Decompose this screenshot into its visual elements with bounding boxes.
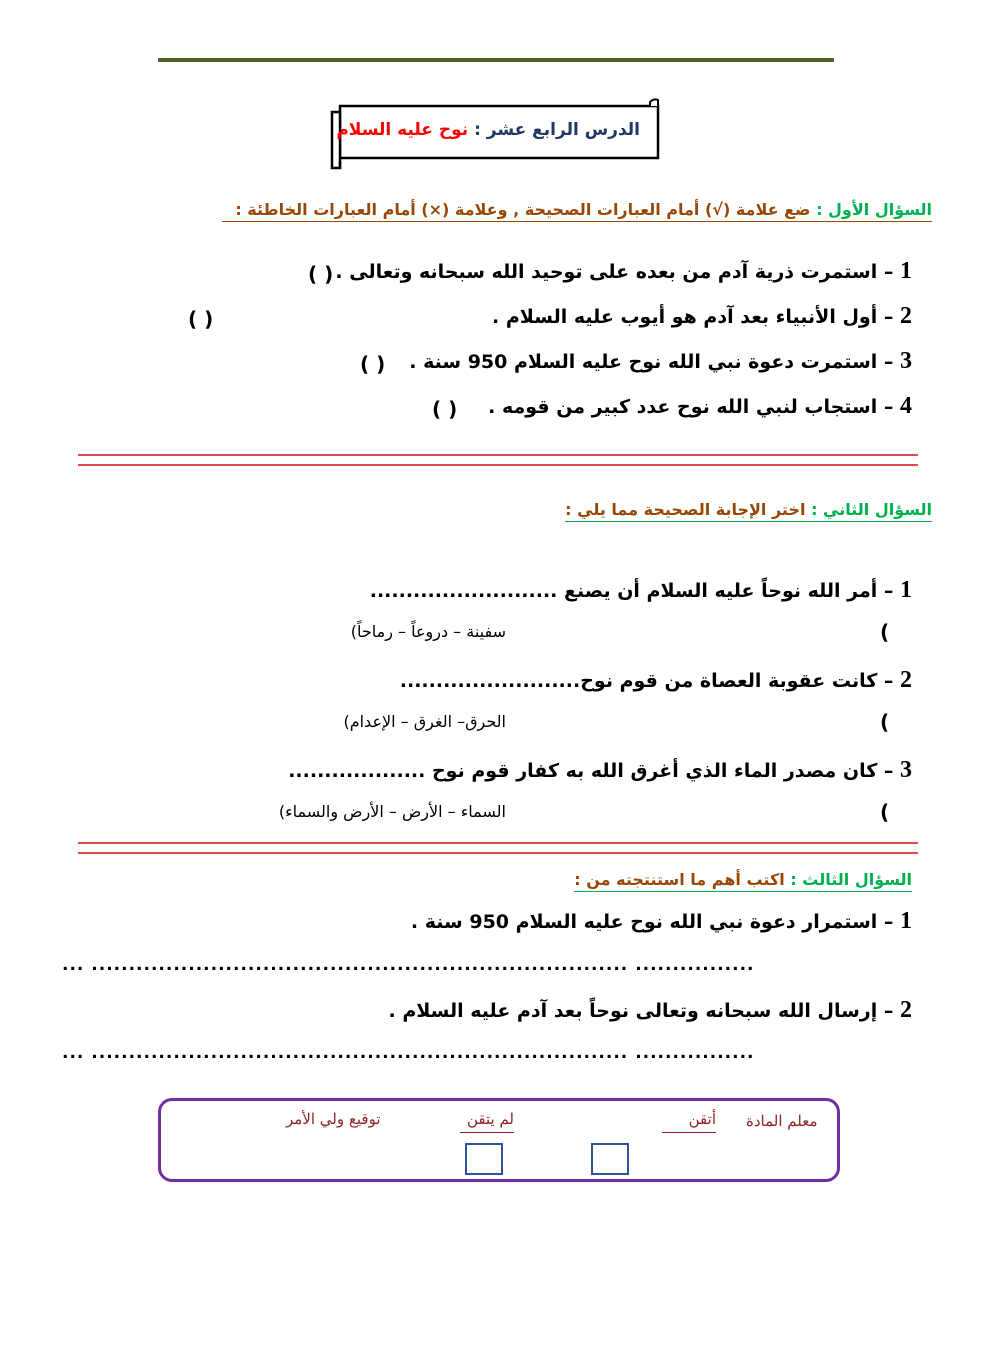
not-mastered-label: لم يتقن xyxy=(460,1110,514,1133)
not-mastered-checkbox[interactable] xyxy=(465,1143,503,1175)
q2-item-1-text: أمر الله نوحاً عليه السلام أن يصنع .......................... xyxy=(369,580,878,602)
lesson-title xyxy=(336,120,640,140)
q3-item-1-text: استمرار دعوة نبي الله نوح عليه السلام 950 سنة . xyxy=(410,911,878,933)
q2-title: السؤال الثاني : xyxy=(811,500,932,519)
q3-heading xyxy=(574,870,912,892)
q1-item-2: 2 – أول الأنبياء بعد آدم هو أيوب عليه السلام . xyxy=(492,303,912,329)
q1-item-2-text: أول الأنبياء بعد آدم هو أيوب عليه السلام . xyxy=(492,306,878,328)
q1-item-4-answer[interactable]: ( ) xyxy=(432,397,458,421)
q2-item-1-options[interactable]: سفينة – دروعاً – رماحاً) xyxy=(350,622,506,641)
q1-item-1-text: استمرت ذرية آدم من بعده على توحيد الله سبحانه وتعالى . xyxy=(335,261,878,283)
q2-item-1-number: 1 xyxy=(900,577,912,603)
q1-item-3-answer[interactable]: ( ) xyxy=(360,352,386,376)
separator-1 xyxy=(78,454,918,466)
q2-item-3: 3 – كان مصدر الماء الذي أغرق الله به كفار قوم نوح ................... xyxy=(288,757,912,783)
q3-instruction: اكتب أهم ما استنتجته من : xyxy=(574,870,785,889)
q2-item-2-options[interactable]: الحرق– الغرق – الإعدام) xyxy=(343,712,506,731)
q2-item-2-text: كانت عقوبة العصاة من قوم نوح......................... xyxy=(399,670,878,692)
lesson-name: نوح عليه السلام xyxy=(336,120,469,140)
mastered-checkbox[interactable] xyxy=(591,1143,629,1175)
q1-item-2-answer[interactable]: ( ) xyxy=(188,307,214,331)
q1-item-4-text: استجاب لنبي الله نوح عدد كبير من قومه . xyxy=(488,396,878,418)
guardian-signature-label: توقيع ولي الأمر xyxy=(286,1110,381,1128)
q2-item-3-text: كان مصدر الماء الذي أغرق الله به كفار قوم نوح ................... xyxy=(288,760,878,782)
q1-item-3: 3 – استمرت دعوة نبي الله نوح عليه السلام 950 سنة . xyxy=(409,348,912,374)
q2-heading xyxy=(565,500,932,522)
q2-item-1: 1 – أمر الله نوحاً عليه السلام أن يصنع .......................... xyxy=(369,577,912,603)
top-rule xyxy=(158,58,834,62)
q3-title: السؤال الثالث : xyxy=(790,870,912,889)
q3-item-2: 2 – إرسال الله سبحانه وتعالى نوحاً بعد آدم عليه السلام . xyxy=(388,997,912,1023)
q1-item-1-number: 1 xyxy=(900,258,912,284)
q1-instruction: ضع علامة (√) أمام العبارات الصحيحة , وعلامة (×) أمام العبارات الخاطئة : xyxy=(235,200,811,219)
q3-item-2-number: 2 xyxy=(900,997,912,1023)
q3-answer-line-1[interactable]: ... ........................................................................ ................ xyxy=(62,955,755,975)
teacher-label: معلم المادة xyxy=(746,1112,818,1130)
separator-2 xyxy=(78,842,918,854)
q2-item-1-open: ( xyxy=(880,620,890,644)
q3-item-2-text: إرسال الله سبحانه وتعالى نوحاً بعد آدم عليه السلام . xyxy=(388,1000,878,1022)
q2-item-2-number: 2 xyxy=(900,667,912,693)
q3-item-1-number: 1 xyxy=(900,908,912,934)
q1-item-3-number: 3 xyxy=(900,348,912,374)
q2-instruction: اختر الإجابة الصحيحة مما يلي : xyxy=(565,500,806,519)
q1-item-4-number: 4 xyxy=(900,393,912,419)
q2-item-3-open: ( xyxy=(880,800,890,824)
q2-item-2-open: ( xyxy=(880,710,890,734)
mastered-label: أتقن xyxy=(662,1110,716,1133)
q2-item-3-number: 3 xyxy=(900,757,912,783)
q1-item-1-answer[interactable]: ( ) xyxy=(308,262,334,286)
q2-item-2: 2 – كانت عقوبة العصاة من قوم نوح......................... xyxy=(399,667,912,693)
q1-item-4: 4 – استجاب لنبي الله نوح عدد كبير من قومه . xyxy=(488,393,912,419)
q1-heading xyxy=(222,200,932,222)
lesson-title-banner xyxy=(328,98,662,170)
q2-item-3-options[interactable]: السماء – الأرض – الأرض والسماء) xyxy=(278,802,506,821)
q1-item-2-number: 2 xyxy=(900,303,912,329)
q1-item-1: 1 – استمرت ذرية آدم من بعده على توحيد الله سبحانه وتعالى . xyxy=(335,258,912,284)
q3-item-1: 1 – استمرار دعوة نبي الله نوح عليه السلام 950 سنة . xyxy=(410,908,912,934)
lesson-label: الدرس الرابع عشر : xyxy=(474,120,640,140)
q3-answer-line-2[interactable]: ... ........................................................................ ................ xyxy=(62,1043,755,1063)
q1-title: السؤال الأول : xyxy=(816,200,932,219)
q1-item-3-text: استمرت دعوة نبي الله نوح عليه السلام 950 سنة . xyxy=(409,351,878,373)
